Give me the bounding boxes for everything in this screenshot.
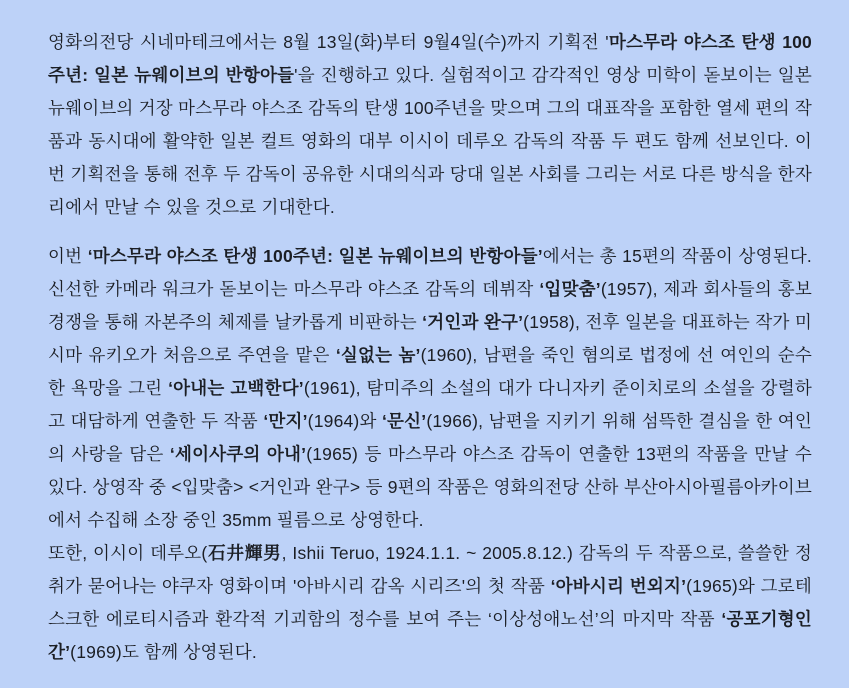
emphasis-text: ‘문신’ <box>382 411 427 431</box>
body-text: (1961), 탐미주의 소설의 대가 다니자키 준이치로의 소설을 강렬하고 대담하게 연출한 두 작품 <box>48 378 812 431</box>
body-text: (1965)와 그로테스크한 에로티시즘과 환각적 기괴함의 정수를 보여 주는 ‘이상성애노선’의 마지막 작품 <box>48 576 812 629</box>
emphasis-text: ‘세이사쿠의 아내’ <box>169 444 307 464</box>
body-text: (1960), 남편을 죽인 혐의로 법정에 선 여인의 순수한 욕망을 그린 <box>48 345 812 398</box>
paragraph-1 <box>48 26 812 224</box>
emphasis-text: ‘만지’ <box>263 411 308 431</box>
emphasis-text: 마스무라 야스조 탄생 100주년: 일본 뉴웨이브의 반항아들 <box>48 32 812 85</box>
emphasis-text: ‘거인과 완구’ <box>422 312 524 332</box>
paragraph-2 <box>48 240 812 537</box>
emphasis-text: ‘입맞춤’ <box>539 279 601 299</box>
article <box>48 26 812 669</box>
body-text: 영화의전당 시네마테크에서는 8월 13일(화)부터 9월4일(수)까지 기획전 ' <box>48 32 609 52</box>
emphasis-text: ‘공포기형인간’ <box>48 609 812 662</box>
emphasis-text: ‘아내는 고백한다’ <box>168 378 304 398</box>
paragraph-3 <box>48 537 812 669</box>
body-text: '을 진행하고 있다. 실험적이고 감각적인 영상 미학이 돋보이는 일본 뉴웨이브의 거장 마스무라 야스조 감독의 탄생 100주년을 맞으며 그의 대표작을 포함한 열세 편의 작품과 동시대에 활약한 일본 컬트 영화의 대부 이시이 데루오 감독의 작품 두 편도 함께 선보인다. 이번 기획전을 통해 전후 두 감독이 공유한 시대의식과 당대 일본 사회를 그리는 서로 다른 방식을 한자리에서 만날 수 있을 것으로 기대한다. <box>48 65 813 217</box>
body-text: (1969)도 함께 상영된다. <box>70 642 257 662</box>
emphasis-text: ‘아바시리 번외지’ <box>550 576 687 596</box>
body-text: (1965) 등 마스무라 야스조 감독이 연출한 13편의 작품을 만날 수 있다. 상영작 중 <입맞춤> <거인과 완구> 등 9편의 작품은 영화의전당 산하 부산아시아필름아카이브에서 수집해 소장 중인 35mm 필름으로 상영한다. <box>48 444 812 530</box>
body-text: 에서는 총 15편의 작품이 상영된다. 신선한 카메라 워크가 돋보이는 마스무라 야스조 감독의 데뷔작 <box>48 246 812 299</box>
emphasis-text: ‘실없는 놈’ <box>335 345 421 365</box>
body-text: (1966), 남편을 지키기 위해 섬뜩한 결심을 한 여인의 사랑을 담은 <box>48 411 813 464</box>
emphasis-text: 石井輝男 <box>207 543 282 563</box>
body-text: , Ishii Teruo, 1924.1.1. ~ 2005.8.12.) 감독의 두 작품으로, 쓸쓸한 정취가 묻어나는 야쿠자 영화이며 '아바시리 감옥 시리즈'의 첫 작품 <box>48 543 812 596</box>
body-text: 이번 <box>48 246 88 266</box>
body-text: (1958), 전후 일본을 대표하는 작가 미시마 유키오가 처음으로 주연을 맡은 <box>48 312 812 365</box>
emphasis-text: ‘마스무라 야스조 탄생 100주년: 일본 뉴웨이브의 반항아들’ <box>87 246 543 266</box>
body-text: (1964)와 <box>307 411 382 431</box>
body-text: (1957), 제과 회사들의 홍보 경쟁을 통해 자본주의 체제를 날카롭게 비판하는 <box>48 279 813 332</box>
body-text: 또한, 이시이 데루오( <box>48 543 208 563</box>
